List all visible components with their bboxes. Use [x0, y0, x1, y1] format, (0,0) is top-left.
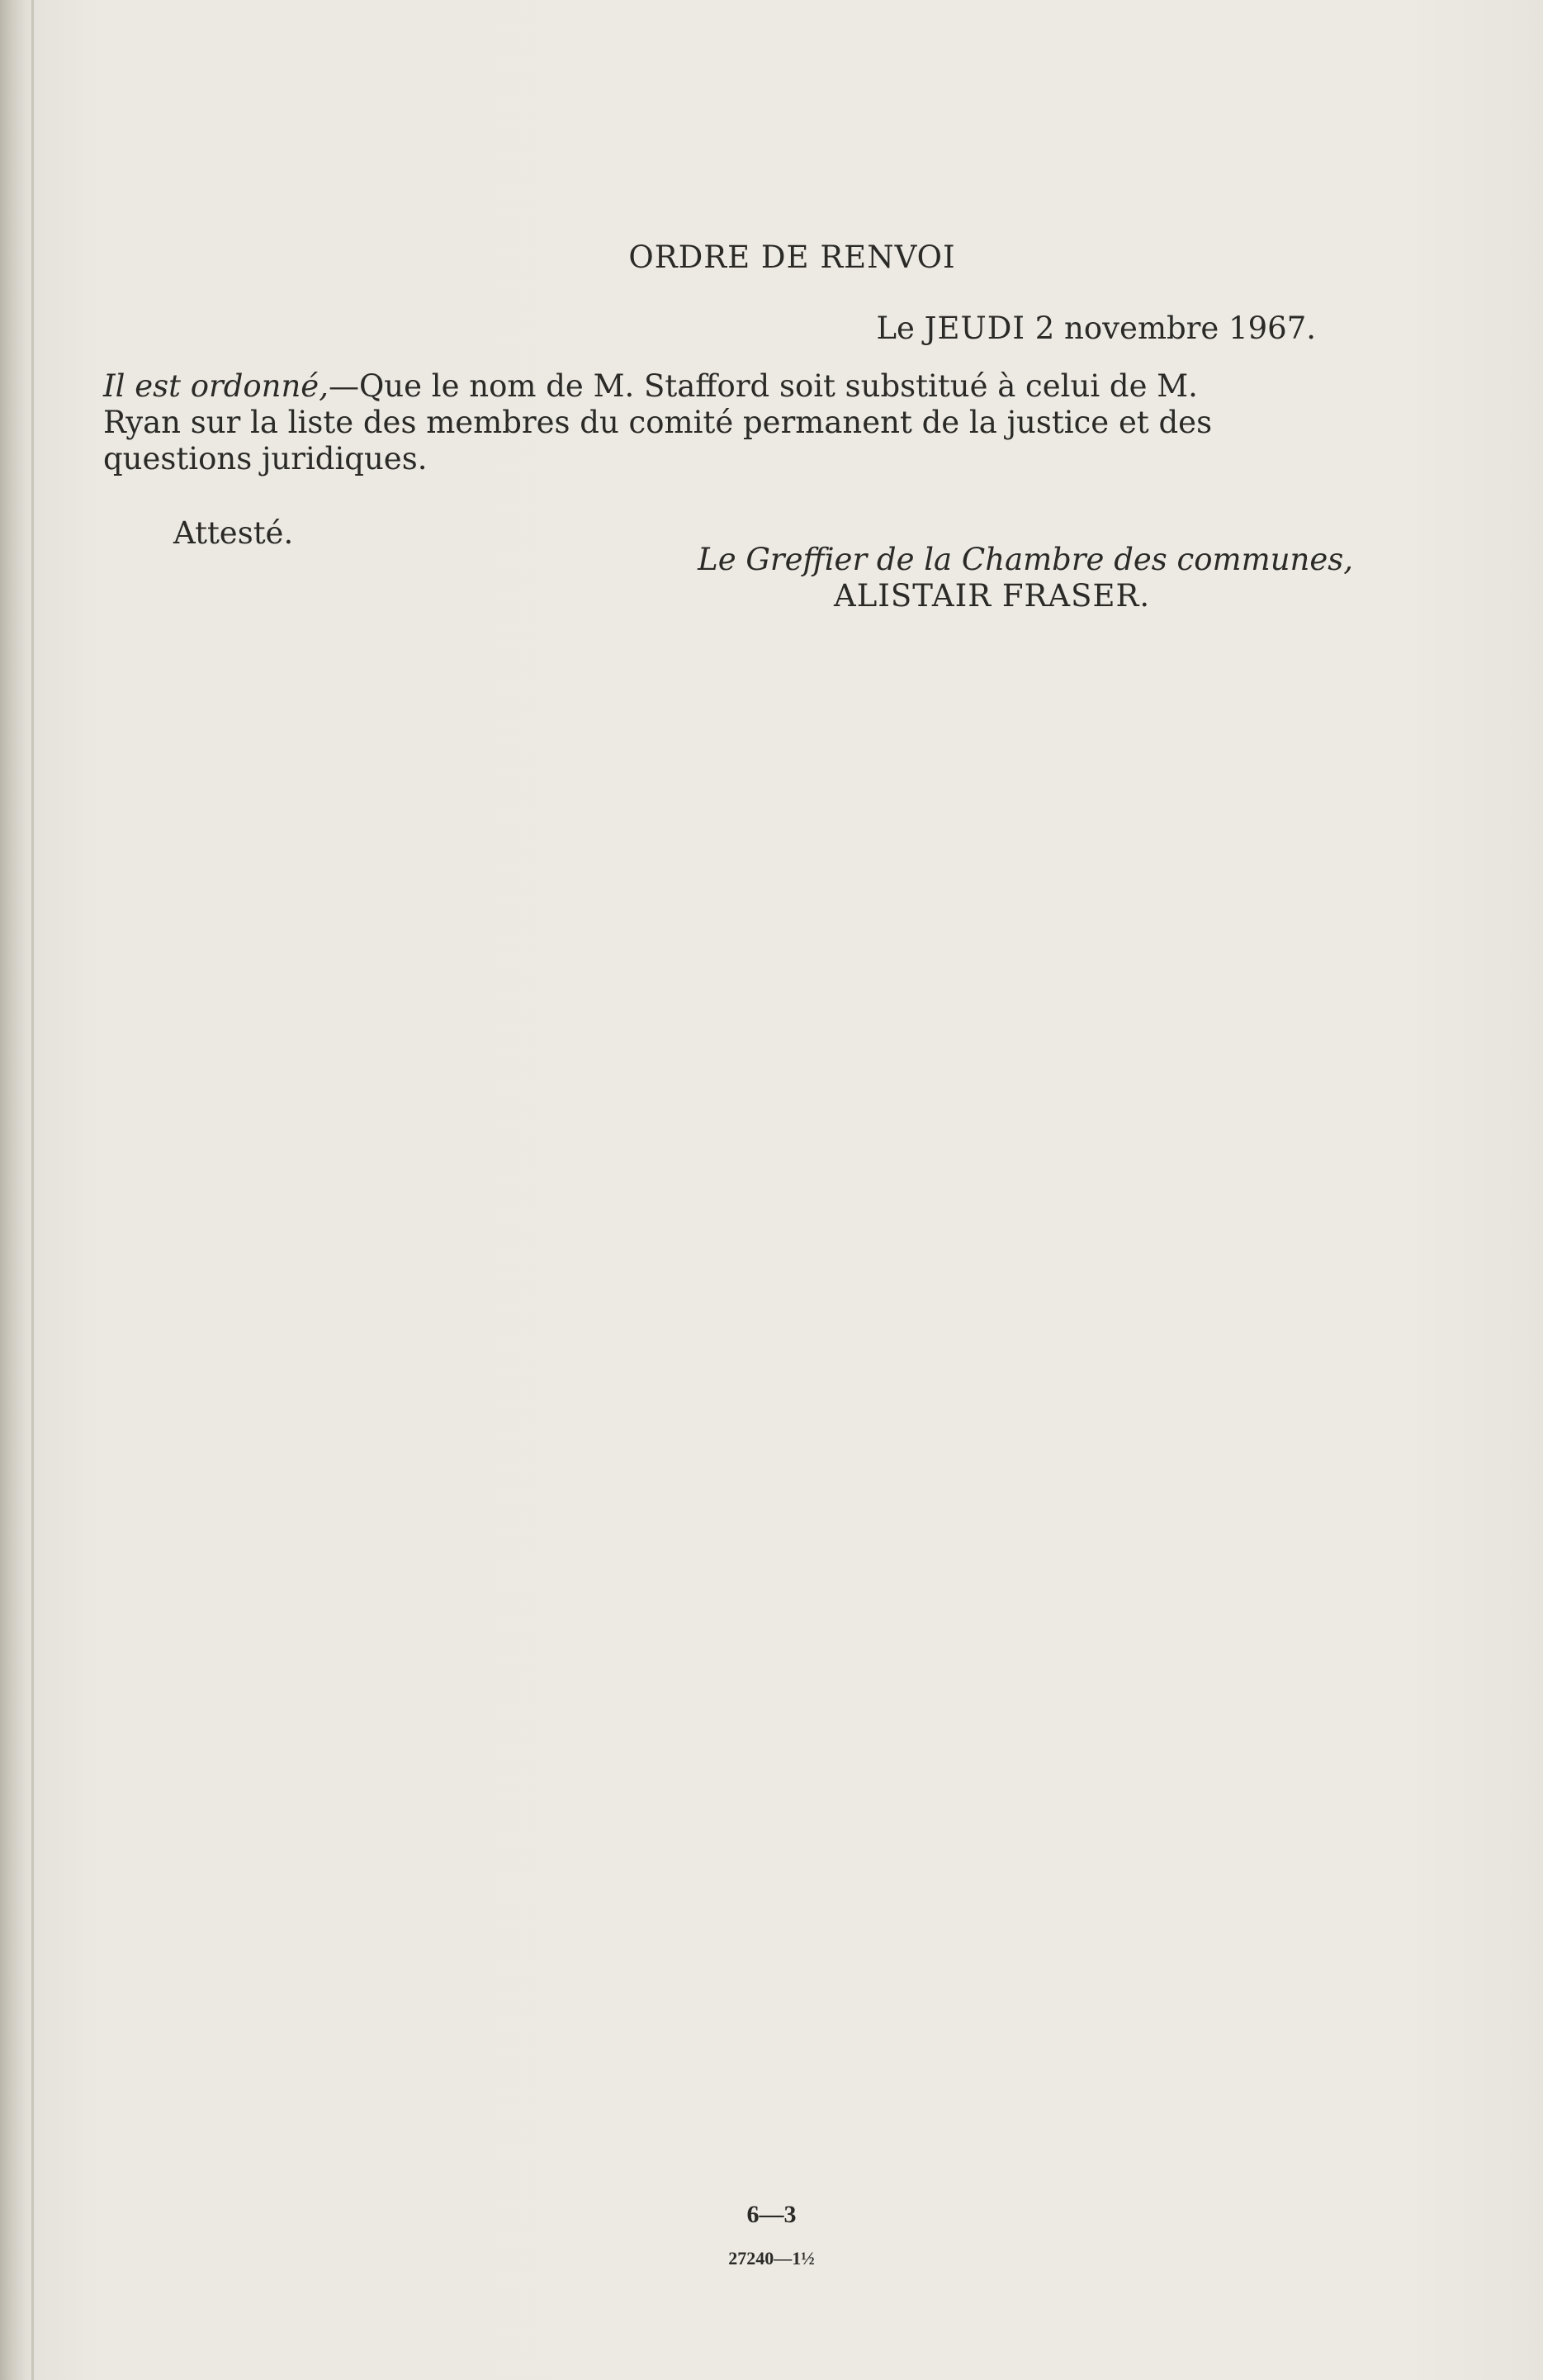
order-line-2: Ryan sur la liste des membres du comité permanent de la justice et des [103, 405, 1213, 440]
page-number: 6—3 [746, 2201, 797, 2228]
order-line-3: questions juridiques. [103, 441, 428, 476]
order-line-1 [103, 368, 1391, 405]
order-line-1-text [103, 368, 1198, 405]
date-day: JEUDI [924, 311, 1025, 346]
order-lead: Il est ordonné, [103, 368, 329, 404]
date-rest: 2 novembre 1967. [1034, 311, 1316, 346]
print-code: 27240—1½ [728, 2248, 815, 2269]
binding-line [31, 0, 34, 2380]
binding-edge [0, 0, 25, 2380]
order-line-1-rest: —Que le nom de M. Stafford soit substitué à celui de M. [328, 368, 1198, 404]
attested-label: Attesté. [173, 515, 294, 551]
date-line [876, 311, 1316, 346]
date-prefix: Le [876, 311, 915, 346]
clerk-name: ALISTAIR FRASER. [834, 578, 1151, 614]
page-title: ORDRE DE RENVOI [628, 239, 956, 275]
clerk-title: Le Greffier de la Chambre des communes, [698, 542, 1353, 577]
bleed-through-text [91, 107, 1412, 187]
order-paragraph [103, 368, 1391, 477]
